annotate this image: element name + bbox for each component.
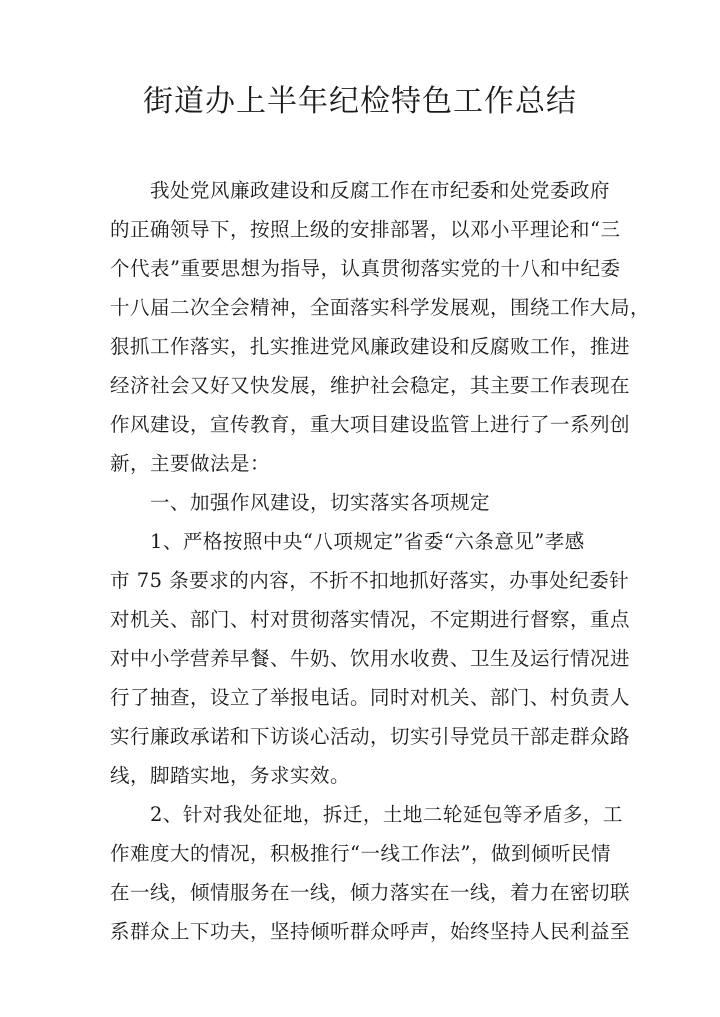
paragraph-line: 对中小学营养早餐、牛奶、饮用水收费、卫生及运行情况进: [110, 647, 631, 670]
paragraph-line: 经济社会又好又快发展，维护社会稳定，其主要工作表现在: [110, 374, 631, 397]
paragraph-line: 的正确领导下，按照上级的安排部署，以邓小平理论和“三: [110, 218, 621, 241]
paragraph-line: 2、针对我处征地，拆迁，土地二轮延包等矛盾多，工: [150, 803, 623, 826]
paragraph-line: 线，脚踏实地，务求实效。: [110, 764, 351, 787]
paragraph-line: 实行廉政承诺和下访谈心活动，切实引导党员干部走群众路: [110, 725, 631, 748]
paragraph-line: 1、严格按照中央“八项规定”省委“六条意见”孝感: [150, 530, 585, 553]
paragraph-line: 在一线，倾情服务在一线，倾力落实在一线，着力在密切联: [110, 881, 631, 904]
paragraph-line: 狠抓工作落实，扎实推进党风廉政建设和反腐败工作，推进: [110, 335, 631, 358]
paragraph-line: 对机关、部门、村对贯彻落实情况，不定期进行督察，重点: [110, 608, 631, 631]
paragraph-line: 十八届二次全会精神，全面落实科学发展观，围绕工作大局，: [110, 296, 651, 319]
paragraph-line: 个代表”重要思想为指导，认真贯彻落实党的十八和中纪委: [110, 257, 621, 280]
paragraph-line: 行了抽查，设立了举报电话。同时对机关、部门、村负责人: [110, 686, 631, 709]
document-title: 街道办上半年纪检特色工作总结: [143, 84, 577, 119]
section-heading: 一、加强作风建设，切实落实各项规定: [150, 491, 491, 514]
paragraph-line: 市 75 条要求的内容，不折不扣地抓好落实，办事处纪委针: [110, 569, 630, 592]
paragraph-line: 作风建设，宣传教育，重大项目建设监管上进行了一系列创: [110, 413, 631, 436]
paragraph-line: 我处党风廉政建设和反腐工作在市纪委和处党委政府: [150, 179, 611, 202]
paragraph-line: 新，主要做法是：: [110, 452, 271, 475]
paragraph-line: 作难度大的情况，积极推行“一线工作法”，做到倾听民情: [110, 842, 611, 865]
paragraph-line: 系群众上下功夫，坚持倾听群众呼声，始终坚持人民利益至: [110, 920, 631, 943]
